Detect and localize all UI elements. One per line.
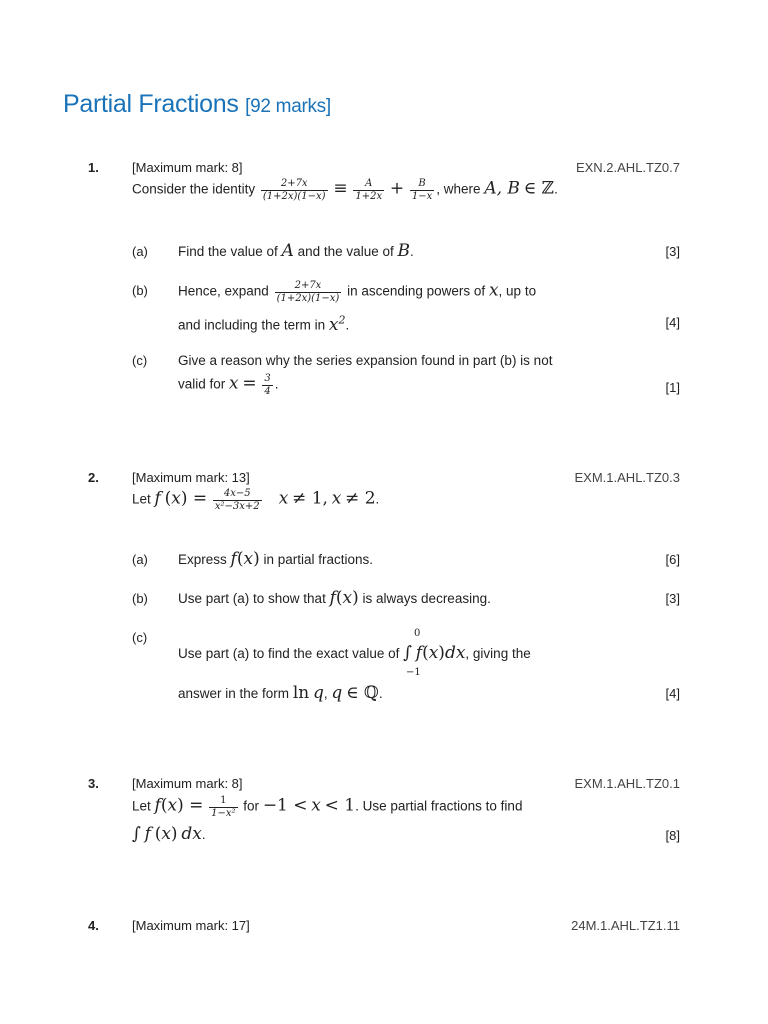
q1a-text: Find the value of A and the value of B. — [178, 241, 414, 261]
q2a-text: Express f(x) in partial fractions. — [178, 549, 374, 569]
q3-stem: Let f(x) = $\frac{1}{\text{1−x²}}$ for −1 < x < 1. Use partial fractions to find — [132, 795, 523, 819]
q1c-text-line2: valid for x = $\frac{3}{4}$ . — [178, 373, 279, 397]
q1-stem-suffix: , where — [436, 181, 481, 197]
q1c-label: (c) — [132, 353, 148, 368]
q2-max-mark: [Maximum mark: 13] — [132, 470, 250, 485]
q1c-mark: [1] — [665, 380, 680, 395]
q1-stem: Consider the identity $\frac{2+7x}{(1+2x)(1-x)}$ ≡ $\frac{A}{1+2x}$ + $\frac{B}{1-x}$ , where A, B ∈ ℤ. — [132, 178, 558, 202]
q1b-text-line2: and including the term in $x^2$. — [178, 313, 350, 335]
title-marks: [92 marks] — [245, 96, 331, 117]
q1a-label: (a) — [132, 244, 148, 259]
q2c-integral-lower: −1 — [406, 667, 421, 678]
q1c-text: Give a reason why the series expansion found in part (b) is not — [178, 353, 553, 368]
q2-stem: Let f (x) = $\frac{4x-5}{\text{x²−3x+2}}$ x ≠ 1, x ≠ 2. — [132, 488, 380, 512]
q3-code: EXM.1.AHL.TZ0.1 — [574, 776, 680, 791]
q1-number: 1. — [88, 160, 99, 175]
page-title — [63, 90, 331, 119]
q3-number: 3. — [88, 776, 99, 791]
q2a-mark: [6] — [665, 552, 680, 567]
q2b-label: (b) — [132, 591, 148, 606]
q3-mark: [8] — [665, 828, 680, 843]
q2a-label: (a) — [132, 552, 148, 567]
q1-max-mark: [Maximum mark: 8] — [132, 160, 243, 175]
q1-identity-fraction: $\frac{2+7x}{(1+2x)(1-x)}$ — [262, 178, 326, 202]
q3-max-mark: [Maximum mark: 8] — [132, 776, 243, 791]
q1b-text: Hence, expand $\frac{2+7x}{(1+2x)(1-x)}$ in ascending powers of x, up to — [178, 280, 537, 304]
q2c-label: (c) — [132, 630, 148, 645]
q1b-mark: [4] — [665, 315, 680, 330]
q4-code: 24M.1.AHL.TZ1.11 — [571, 918, 680, 933]
q2-code: EXM.1.AHL.TZ0.3 — [574, 470, 680, 485]
q1b-label: (b) — [132, 283, 148, 298]
q2c-integral-upper: 0 — [414, 628, 421, 639]
q4-number: 4. — [88, 918, 99, 933]
q2b-text: Use part (a) to show that f(x) is always decreasing. — [178, 588, 491, 608]
q4-max-mark: [Maximum mark: 17] — [132, 918, 250, 933]
q2-number: 2. — [88, 470, 99, 485]
q1a-mark: [3] — [665, 244, 680, 259]
title-text: Partial Fractions — [63, 90, 239, 118]
q1-code: EXN.2.AHL.TZ0.7 — [575, 160, 680, 175]
q1-stem-prefix: Consider the identity — [132, 181, 256, 197]
q2c-mark: [4] — [665, 686, 680, 701]
q2b-mark: [3] — [665, 591, 680, 606]
q3-integral: ∫ f (x) dx. — [132, 824, 206, 844]
q2c-text: Use part (a) to find the exact value of ∫ f(x)dx, giving the — [178, 643, 531, 663]
q2c-text-line2: answer in the form ln q, q ∈ ℚ. — [178, 683, 383, 703]
